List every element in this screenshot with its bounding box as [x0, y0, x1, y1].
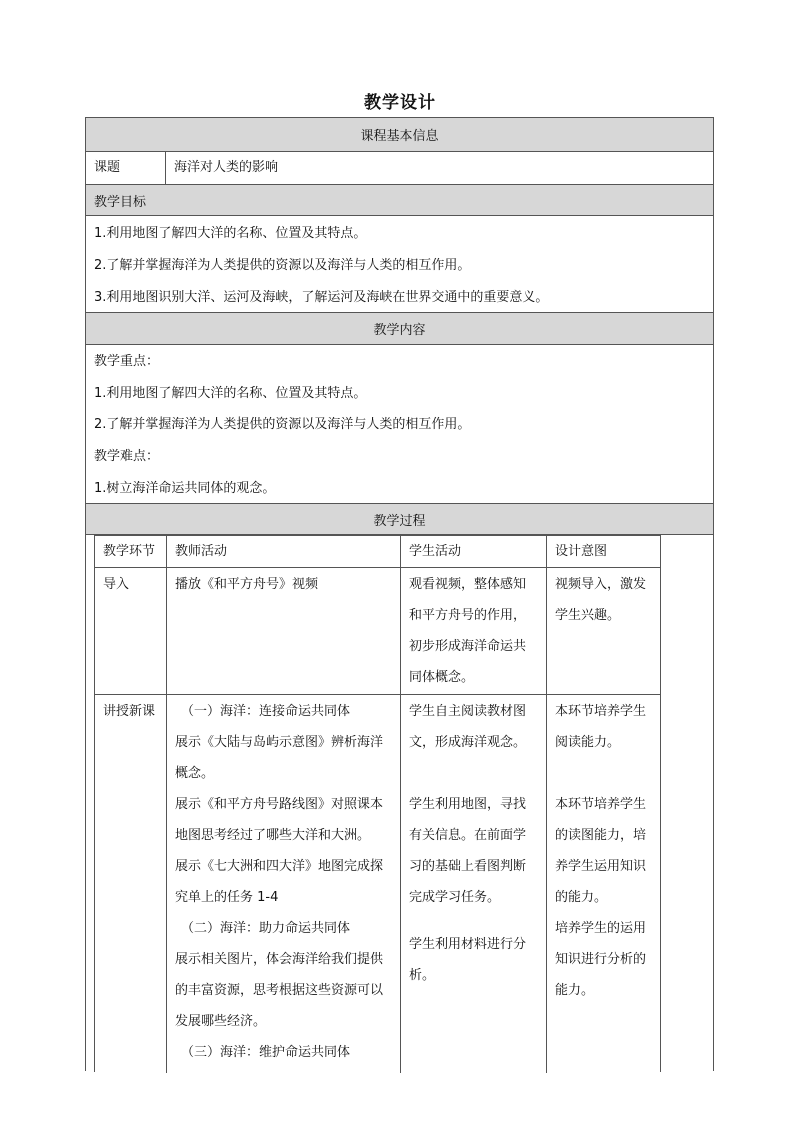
teacher-activity-line: 展示《七大洲和四大洋》地图完成探 — [175, 859, 384, 874]
student-activity-line: 析。 — [409, 968, 436, 983]
design-intent-line: 视频导入，激发 — [555, 577, 647, 592]
student-activity-cell — [409, 569, 526, 693]
design-intent-line: 知识进行分析的 — [555, 952, 647, 967]
topic-divider — [165, 152, 166, 185]
difficulty-item: 1.树立海洋命运共同体的观念。 — [94, 481, 276, 496]
teacher-activity-line: 展示相关图片，体会海洋给我们提供 — [175, 952, 384, 967]
row-divider — [95, 567, 660, 568]
student-activity-line: 有关信息。在前面学 — [409, 828, 527, 843]
design-intent-line: 的读图能力，培 — [555, 828, 647, 843]
teacher-activity-line: （三）海洋：维护命运共同体 — [181, 1045, 351, 1060]
design-intent-cell — [555, 696, 646, 1006]
student-activity-line: 和平方舟号的作用， — [409, 608, 527, 623]
teacher-activity-line: 的丰富资源，思考根据这些资源可以 — [175, 983, 384, 998]
column-divider — [546, 536, 547, 1073]
student-activity-line: 学生利用材料进行分 — [409, 937, 527, 952]
teacher-activity-line: 究单上的任务 1-4 — [175, 890, 279, 905]
content-header: 教学内容 — [86, 313, 713, 345]
teacher-activity-cell — [175, 696, 383, 1068]
key-point-item: 1.利用地图了解四大洋的名称、位置及其特点。 — [94, 386, 367, 401]
column-divider — [400, 536, 401, 1073]
stage-cell: 导入 — [103, 577, 130, 592]
column-divider — [166, 536, 167, 1073]
key-point-item: 2.了解并掌握海洋为人类提供的资源以及海洋与人类的相互作用。 — [94, 417, 471, 432]
topic-value: 海洋对人类的影响 — [174, 160, 279, 175]
design-intent-cell — [555, 569, 646, 631]
design-intent-line: 本环节培养学生 — [555, 797, 647, 812]
student-activity-line: 习的基础上看图判断 — [409, 859, 527, 874]
student-activity-line: 同体概念。 — [409, 670, 475, 685]
student-activity-line: 完成学习任务。 — [409, 890, 501, 905]
teacher-activity-line: 展示《大陆与岛屿示意图》辨析海洋 — [175, 735, 384, 750]
basic-info-header: 课程基本信息 — [86, 118, 713, 152]
goal-item: 2.了解并掌握海洋为人类提供的资源以及海洋与人类的相互作用。 — [94, 258, 471, 273]
teacher-activity-line: （二）海洋：助力命运共同体 — [181, 921, 351, 936]
design-intent-line: 养学生运用知识 — [555, 859, 647, 874]
teacher-activity-line: 发展哪些经济。 — [175, 1014, 267, 1029]
row-divider — [95, 694, 660, 695]
process-header: 教学过程 — [86, 504, 713, 535]
teacher-activity-line: 播放《和平方舟号》视频 — [175, 577, 319, 592]
process-table — [94, 535, 661, 1072]
teacher-activity-line: 概念。 — [175, 766, 215, 781]
student-activity-line: 文，形成海洋观念。 — [409, 735, 527, 750]
student-activity-line: 学生自主阅读教材图 — [409, 704, 527, 719]
lesson-plan-table — [85, 117, 714, 1071]
stage-cell: 讲授新课 — [103, 704, 156, 719]
student-activity-line: 观看视频，整体感知 — [409, 577, 527, 592]
goal-item: 1.利用地图了解四大洋的名称、位置及其特点。 — [94, 226, 367, 241]
design-intent-line: 本环节培养学生 — [555, 704, 647, 719]
column-header-student: 学生活动 — [409, 544, 462, 559]
key-points-label: 教学重点： — [94, 354, 160, 369]
student-activity-line: 初步形成海洋命运共 — [409, 639, 527, 654]
goals-header: 教学目标 — [86, 185, 713, 216]
teacher-activity-line: 展示《和平方舟号路线图》对照课本 — [175, 797, 384, 812]
document-title: 教学设计 — [364, 93, 436, 113]
student-activity-cell — [409, 696, 526, 991]
topic-label: 课题 — [94, 160, 121, 175]
difficulties-label: 教学难点： — [94, 449, 160, 464]
design-intent-line: 学生兴趣。 — [555, 608, 621, 623]
design-intent-line: 阅读能力。 — [555, 735, 621, 750]
teacher-activity-line: （一）海洋：连接命运共同体 — [181, 704, 351, 719]
teacher-activity-line: 地图思考经过了哪些大洋和大洲。 — [175, 828, 371, 843]
design-intent-line: 培养学生的运用 — [555, 921, 647, 936]
design-intent-line: 的能力。 — [555, 890, 608, 905]
column-header-teacher: 教师活动 — [175, 544, 228, 559]
student-activity-line: 学生利用地图，寻找 — [409, 797, 527, 812]
column-header-intent: 设计意图 — [555, 544, 608, 559]
column-header-stage: 教学环节 — [103, 544, 156, 559]
design-intent-line: 能力。 — [555, 983, 595, 998]
goal-item: 3.利用地图识别大洋、运河及海峡，了解运河及海峡在世界交通中的重要意义。 — [94, 290, 549, 305]
